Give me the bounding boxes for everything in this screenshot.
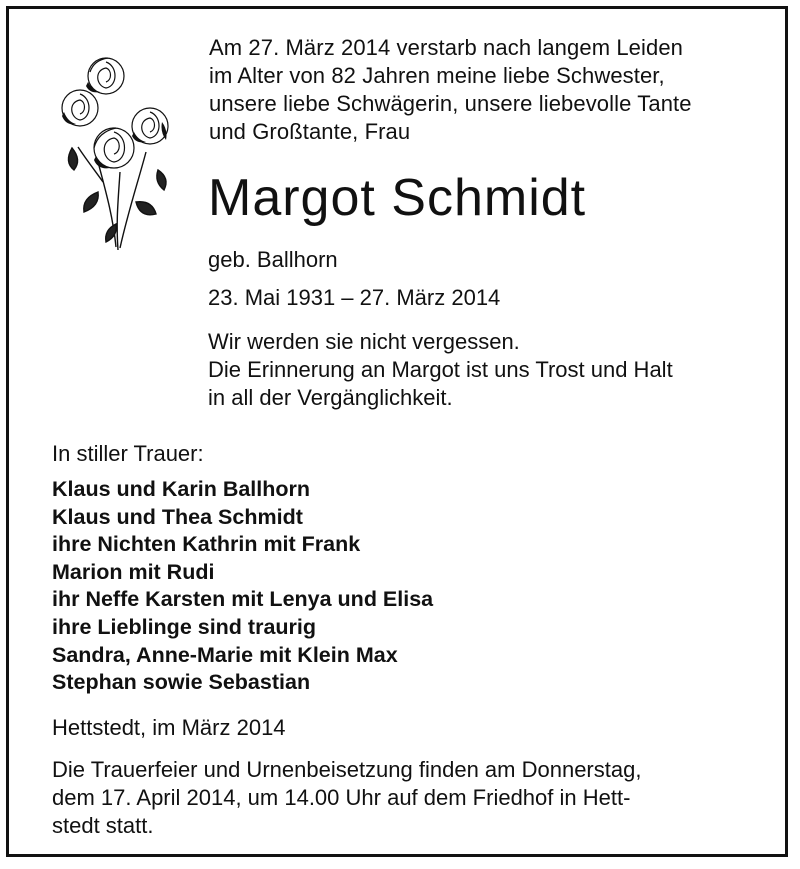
mourner-line: Klaus und Thea Schmidt — [52, 504, 303, 529]
quote-line: Die Erinnerung an Margot ist uns Trost und Halt — [208, 357, 673, 382]
mourner-line: Marion mit Rudi — [52, 559, 215, 584]
service-line: dem 17. April 2014, um 14.00 Uhr auf dem Friedhof in Hett- — [52, 785, 631, 810]
mourner-line: ihr Neffe Karsten mit Lenya und Elisa — [52, 587, 434, 612]
mourner-line: ihre Nichten Kathrin mit Frank — [52, 532, 361, 557]
quote-line: in all der Vergänglichkeit. — [208, 385, 453, 410]
memorial-quote — [208, 328, 778, 412]
mourner-line: ihre Lieblinge sind traurig — [52, 614, 317, 639]
rose-bouquet-icon — [58, 52, 178, 252]
mourner-line: Sandra, Anne-Marie mit Klein Max — [52, 642, 398, 667]
intro-text — [209, 34, 769, 146]
mourner-line: Klaus und Karin Ballhorn — [52, 477, 311, 501]
intro-line: im Alter von 82 Jahren meine liebe Schwester, — [209, 63, 665, 88]
intro-line: und Großtante, Frau — [209, 119, 411, 144]
life-dates: 23. Mai 1931 – 27. März 2014 — [208, 285, 501, 310]
quote-line: Wir werden sie nicht vergessen. — [208, 329, 520, 354]
mourner-line: Stephan sowie Sebastian — [52, 670, 311, 695]
deceased-name: Margot Schmidt — [208, 169, 587, 227]
intro-line: unsere liebe Schwägerin, unsere liebevolle Tante — [209, 91, 692, 116]
mourners-list — [52, 476, 433, 697]
service-notice — [52, 756, 752, 840]
mourning-label: In stiller Trauer: — [52, 441, 204, 466]
service-line: stedt statt. — [52, 813, 154, 838]
birth-name: geb. Ballhorn — [208, 247, 338, 272]
service-line: Die Trauerfeier und Urnenbeisetzung finden am Donnerstag, — [52, 757, 642, 782]
place-date: Hettstedt, im März 2014 — [52, 715, 286, 740]
intro-line: Am 27. März 2014 verstarb nach langem Leiden — [209, 35, 683, 60]
